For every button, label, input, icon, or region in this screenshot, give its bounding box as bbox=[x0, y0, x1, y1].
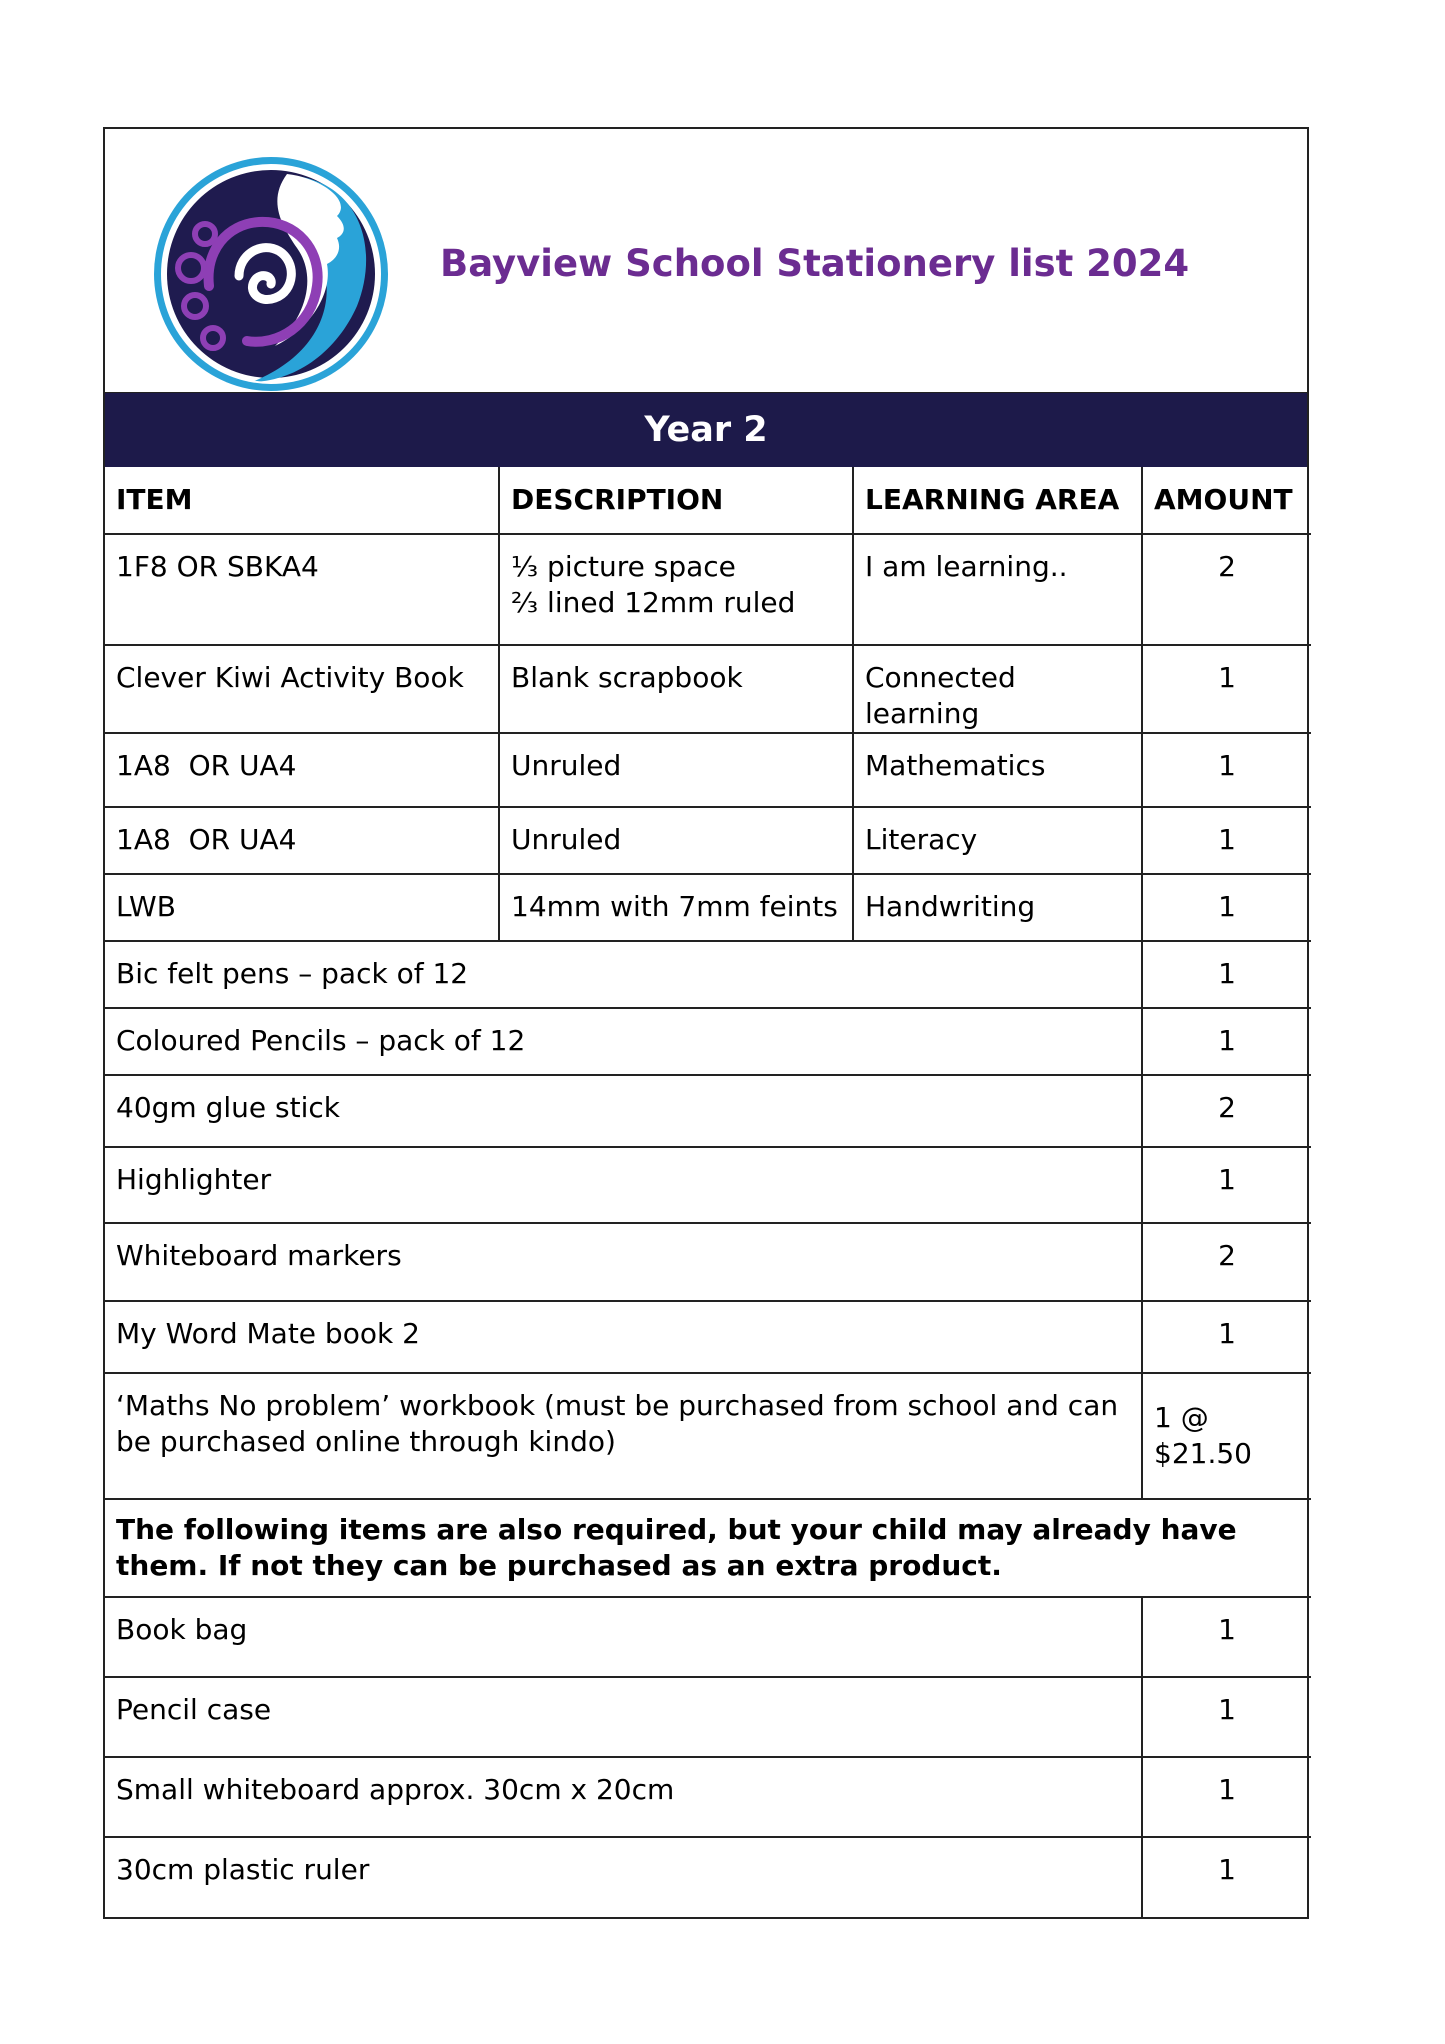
table-row bbox=[105, 807, 1311, 874]
learning-area-cell: Connected learning bbox=[853, 645, 1142, 733]
description-cell: Blank scrapbook bbox=[499, 645, 853, 733]
description-cell bbox=[499, 534, 853, 645]
table-row bbox=[105, 534, 1311, 645]
table-row bbox=[105, 1301, 1311, 1373]
school-logo bbox=[147, 156, 395, 392]
stationery-table bbox=[105, 467, 1311, 1917]
amount-cell: 1 bbox=[1142, 1757, 1311, 1837]
table-row bbox=[105, 645, 1311, 733]
learning-area-cell: Literacy bbox=[853, 807, 1142, 874]
item-cell: ‘Maths No problem’ workbook (must be purchased from school and can be purchased online through kindo) bbox=[105, 1373, 1142, 1499]
amount-cell: 2 bbox=[1142, 534, 1311, 645]
table-header-row bbox=[105, 467, 1311, 534]
column-header-item: ITEM bbox=[105, 467, 499, 534]
column-header-amount: AMOUNT bbox=[1142, 467, 1311, 534]
description-cell: Unruled bbox=[499, 807, 853, 874]
item-cell: Small whiteboard approx. 30cm x 20cm bbox=[105, 1757, 1142, 1837]
amount-cell: 1 bbox=[1142, 733, 1311, 807]
item-cell: Book bag bbox=[105, 1597, 1142, 1677]
description-line: ⅔ lined 12mm ruled bbox=[511, 586, 796, 619]
page-title: Bayview School Stationery list 2024 bbox=[440, 242, 1190, 285]
item-cell: 1A8 OR UA4 bbox=[105, 807, 499, 874]
table-row bbox=[105, 1008, 1311, 1075]
amount-cell: 1 bbox=[1142, 1837, 1311, 1917]
amount-cell bbox=[1142, 1373, 1311, 1499]
amount-cell: 1 bbox=[1142, 1301, 1311, 1373]
item-cell: LWB bbox=[105, 874, 499, 941]
amount-line: 1 @ bbox=[1154, 1401, 1209, 1434]
amount-cell: 2 bbox=[1142, 1223, 1311, 1301]
amount-cell: 2 bbox=[1142, 1075, 1311, 1147]
year-banner: Year 2 bbox=[105, 393, 1307, 467]
table-row bbox=[105, 1837, 1311, 1917]
amount-price: $21.50 bbox=[1154, 1437, 1252, 1470]
amount-cell: 1 bbox=[1142, 874, 1311, 941]
learning-area-cell: Mathematics bbox=[853, 733, 1142, 807]
item-cell: Bic felt pens – pack of 12 bbox=[105, 941, 1142, 1008]
description-cell: 14mm with 7mm feints bbox=[499, 874, 853, 941]
table-row bbox=[105, 1147, 1311, 1223]
extra-items-note: The following items are also required, but your child may already have them. If not they can be purchased as an extra product. bbox=[105, 1499, 1311, 1597]
table-row bbox=[105, 1597, 1311, 1677]
amount-cell: 1 bbox=[1142, 1597, 1311, 1677]
item-cell: 1A8 OR UA4 bbox=[105, 733, 499, 807]
item-cell: Whiteboard markers bbox=[105, 1223, 1142, 1301]
amount-cell: 1 bbox=[1142, 941, 1311, 1008]
amount-cell: 1 bbox=[1142, 807, 1311, 874]
table-row bbox=[105, 733, 1311, 807]
stationery-list-sheet bbox=[103, 127, 1309, 1919]
item-cell: My Word Mate book 2 bbox=[105, 1301, 1142, 1373]
description-line: ⅓ picture space bbox=[511, 550, 736, 583]
document-header bbox=[105, 129, 1307, 393]
item-cell: Highlighter bbox=[105, 1147, 1142, 1223]
item-cell: 30cm plastic ruler bbox=[105, 1837, 1142, 1917]
learning-area-cell: Handwriting bbox=[853, 874, 1142, 941]
table-row bbox=[105, 1677, 1311, 1757]
amount-cell: 1 bbox=[1142, 1008, 1311, 1075]
note-row bbox=[105, 1499, 1311, 1597]
maths-workbook-row bbox=[105, 1373, 1311, 1499]
table-row bbox=[105, 1075, 1311, 1147]
item-cell: Pencil case bbox=[105, 1677, 1142, 1757]
amount-cell: 1 bbox=[1142, 1677, 1311, 1757]
item-cell: Coloured Pencils – pack of 12 bbox=[105, 1008, 1142, 1075]
item-cell: 1F8 OR SBKA4 bbox=[105, 534, 499, 645]
column-header-description: DESCRIPTION bbox=[499, 467, 853, 534]
learning-area-cell: I am learning.. bbox=[853, 534, 1142, 645]
item-cell: 40gm glue stick bbox=[105, 1075, 1142, 1147]
amount-cell: 1 bbox=[1142, 1147, 1311, 1223]
column-header-learning-area: LEARNING AREA bbox=[853, 467, 1142, 534]
description-cell: Unruled bbox=[499, 733, 853, 807]
table-row bbox=[105, 874, 1311, 941]
table-row bbox=[105, 1757, 1311, 1837]
table-row bbox=[105, 941, 1311, 1008]
item-cell: Clever Kiwi Activity Book bbox=[105, 645, 499, 733]
table-row bbox=[105, 1223, 1311, 1301]
amount-cell: 1 bbox=[1142, 645, 1311, 733]
